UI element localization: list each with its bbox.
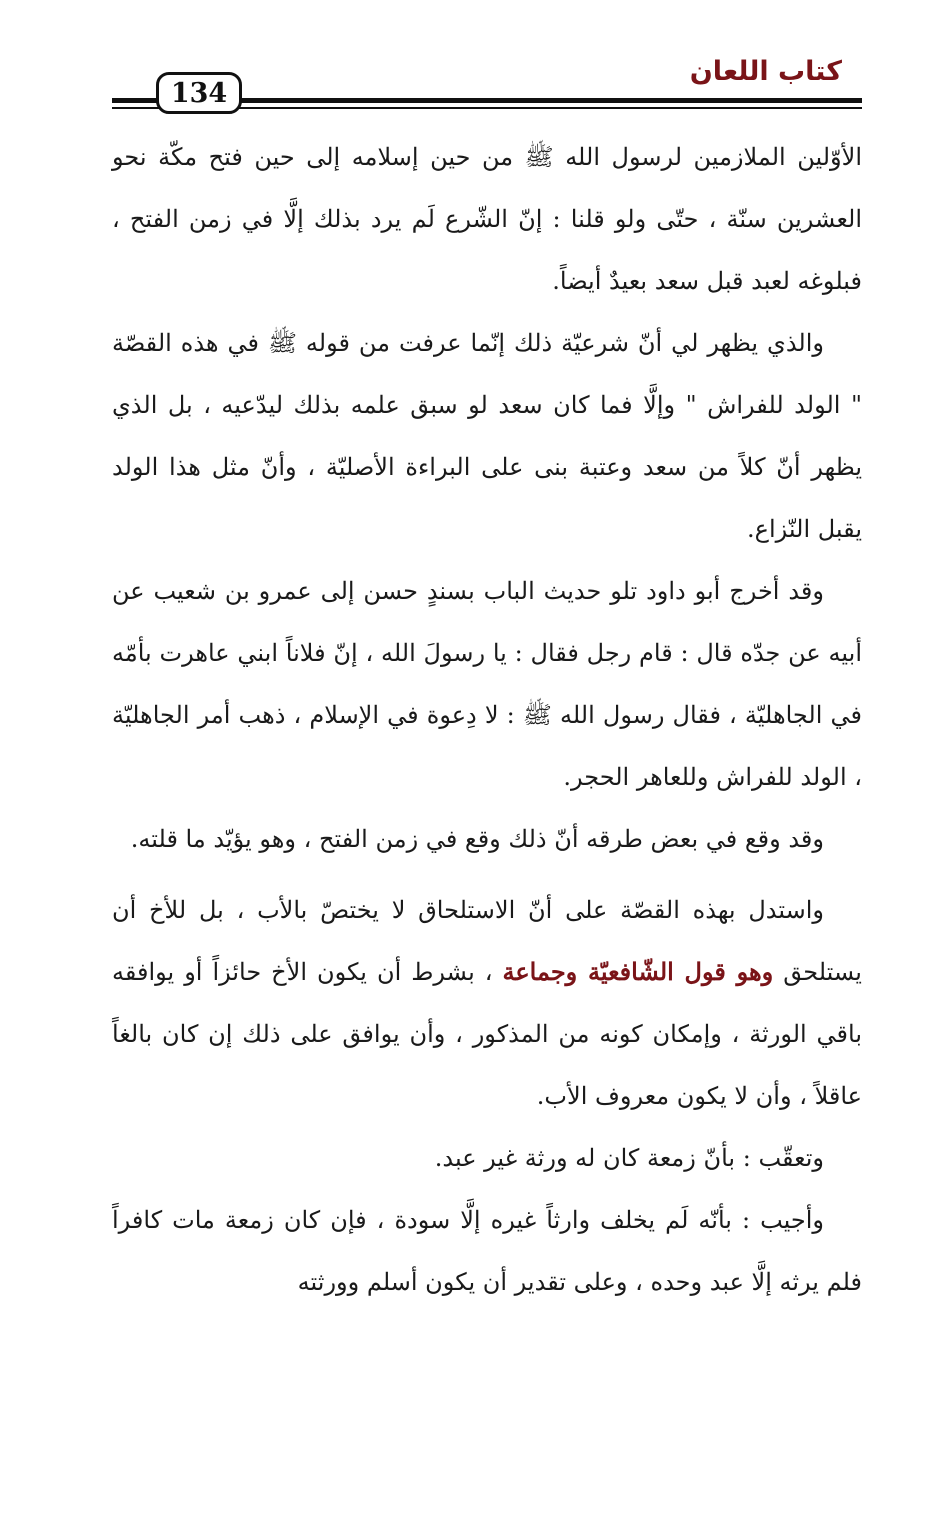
page-header (112, 48, 862, 118)
book-title: كتاب اللعان (689, 56, 842, 87)
paragraph-4: وقد وقع في بعض طرقه أنّ ذلك وقع في زمن الفتح ، وهو يؤيّد ما قلته. (130, 825, 824, 853)
paragraph-5-text-start: واستدل بهذه القصّة على أنّ الاستلحاق لا يختصّ بالأب ، بل للأخ أن يستلحق (112, 896, 862, 986)
paragraph-5-text-end: ، بشرط أن يكون الأخ حائزاً أو يوافقه باقي الورثة ، وإمكان كونه من المذكور ، وأن يوافق على ذلك إن كان بالغاً عاقلاً ، وأن لا يكون معروف الأب. (112, 958, 862, 1110)
paragraph-7: وأجيب : بأنّه لَم يخلف وارثاً غيره إلَّا سودة ، فإن كان زمعة مات كافراً فلم يرثه إلَّا عبد وحده ، وعلى تقدير أن يكون أسلم وورثته (112, 1206, 862, 1296)
paragraph-3: وقد أخرج أبو داود تلو حديث الباب بسندٍ حسن إلى عمرو بن شعيب عن أبيه عن جدّه قال : قام رجل فقال : يا رسولَ الله ، إنّ فلاناً ابني عاهرت بأمّه في الجاهليّة ، فقال رسول الله ﷺ : لا دِعوة في الإسلام ، ذهب أمر الجاهليّة ، الولد للفراش وللعاهر الحجر. (112, 577, 862, 791)
paragraph-5 (112, 879, 862, 1127)
paragraph-2: والذي يظهر لي أنّ شرعيّة ذلك إنّما عرفت من قوله ﷺ في هذه القصّة " الولد للفراش " وإلَّا فما كان سعد لو سبق علمه بذلك ليدّعيه ، بل الذي يظهر أنّ كلاً من سعد وعتبة بنى على البراءة الأصليّة ، وأنّ مثل هذا الولد يقبل النّزاع. (112, 329, 862, 543)
paragraph-6: وتعقّب : بأنّ زمعة كان له ورثة غير عبد. (434, 1144, 824, 1172)
highlighted-phrase: وهو قول الشّافعيّة وجماعة (502, 957, 774, 986)
page-number: 134 (156, 72, 242, 114)
paragraph-1: الأوّلين الملازمين لرسول الله ﷺ من حين إسلامه إلى حين فتح مكّة نحو العشرين سنّة ، حتّى ولو قلنا : إنّ الشّرع لَم يرد بذلك إلَّا في زمن الفتح ، فبلوغه لعبد قبل سعد بعيدٌ أيضاً. (112, 143, 862, 295)
page-body (112, 126, 862, 1313)
